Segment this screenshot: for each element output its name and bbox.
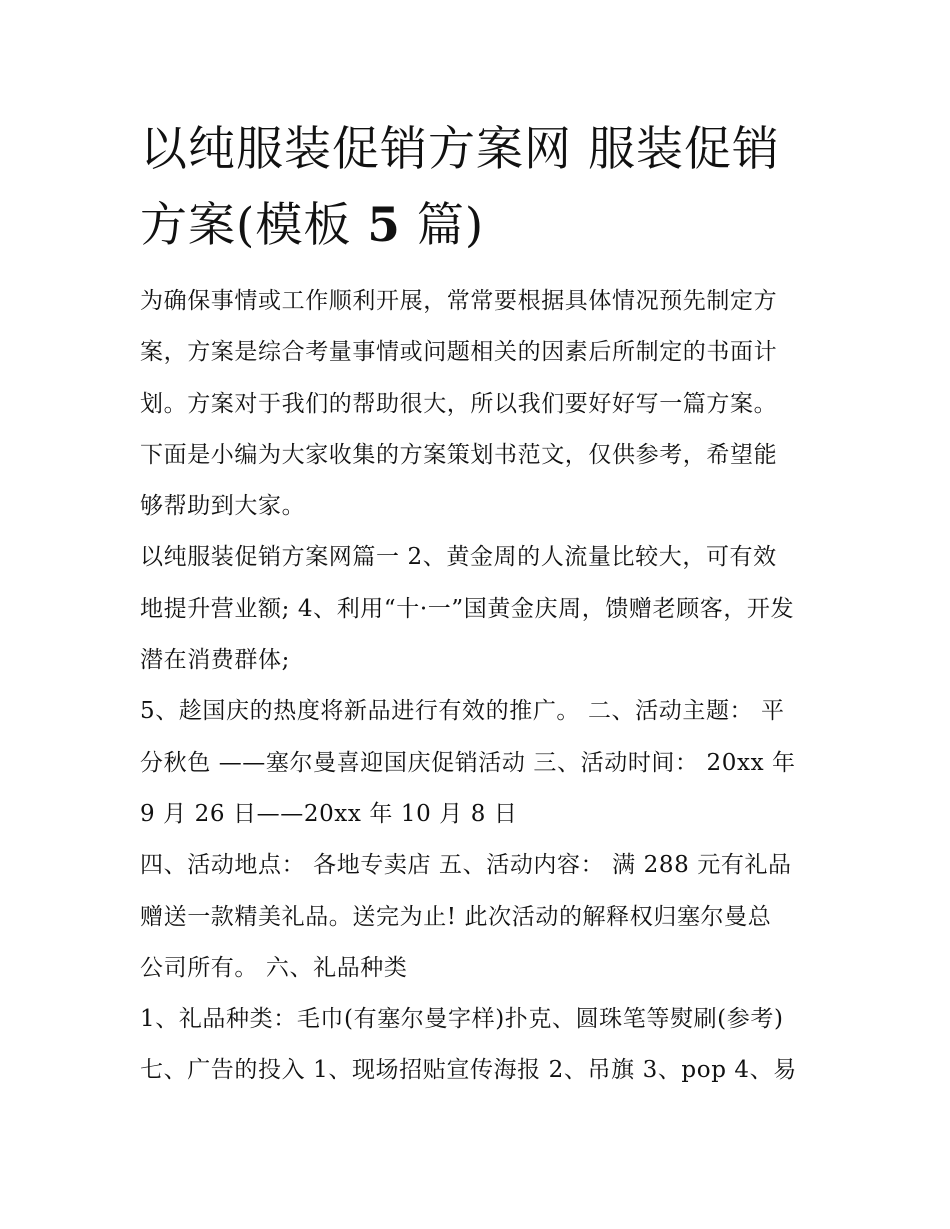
body-line: 潜在消费群体;	[140, 647, 290, 674]
body-line: 赠送一款精美礼品。送完为止! 此次活动的解释权归塞尔曼总	[140, 903, 772, 930]
body-line: 5、趁国庆的热度将新品进行有效的推广。 二、活动主题： 平	[140, 698, 785, 725]
body-line: 案，方案是综合考量事情或问题相关的因素后所制定的书面计	[140, 339, 778, 366]
body-line: 为确保事情或工作顺利开展，常常要根据具体情况预先制定方	[140, 288, 778, 314]
body-line: 公司所有。 六、礼品种类	[140, 954, 408, 981]
body-line: 9 月 26 日——20xx 年 10 月 8 日	[140, 800, 518, 827]
body-line: 四、活动地点： 各地专卖店 五、活动内容： 满 288 元有礼品	[140, 852, 792, 879]
document-body	[140, 276, 820, 1097]
body-line: 以纯服装促销方案网篇一 2、黄金周的人流量比较大，可有效	[140, 544, 777, 571]
title-line-1: 以纯服装促销方案网 服装促销	[140, 122, 780, 177]
title-line-2-suffix: 篇)	[400, 198, 485, 253]
document-title	[140, 112, 820, 264]
body-line: 划。方案对于我们的帮助很大，所以我们要好好写一篇方案。	[140, 390, 778, 417]
body-line: 分秋色 ——塞尔曼喜迎国庆促销活动 三、活动时间： 20xx 年	[140, 749, 796, 776]
body-line: 下面是小编为大家收集的方案策划书范文，仅供参考，希望能	[140, 441, 778, 468]
title-line-2-number: 5	[367, 198, 401, 253]
title-line-2-prefix: 方案(模板	[140, 198, 368, 253]
body-line: 地提升营业额; 4、利用“十·一”国黄金庆周，馈赠老顾客，开发	[140, 595, 795, 622]
body-line: 够帮助到大家。	[140, 493, 306, 520]
body-line: 1、礼品种类：毛巾(有塞尔曼字样)扑克、圆珠笔等熨刷(参考)	[140, 1006, 784, 1033]
body-line: 七、广告的投入 1、现场招贴宣传海报 2、吊旗 3、pop 4、易	[140, 1057, 797, 1084]
